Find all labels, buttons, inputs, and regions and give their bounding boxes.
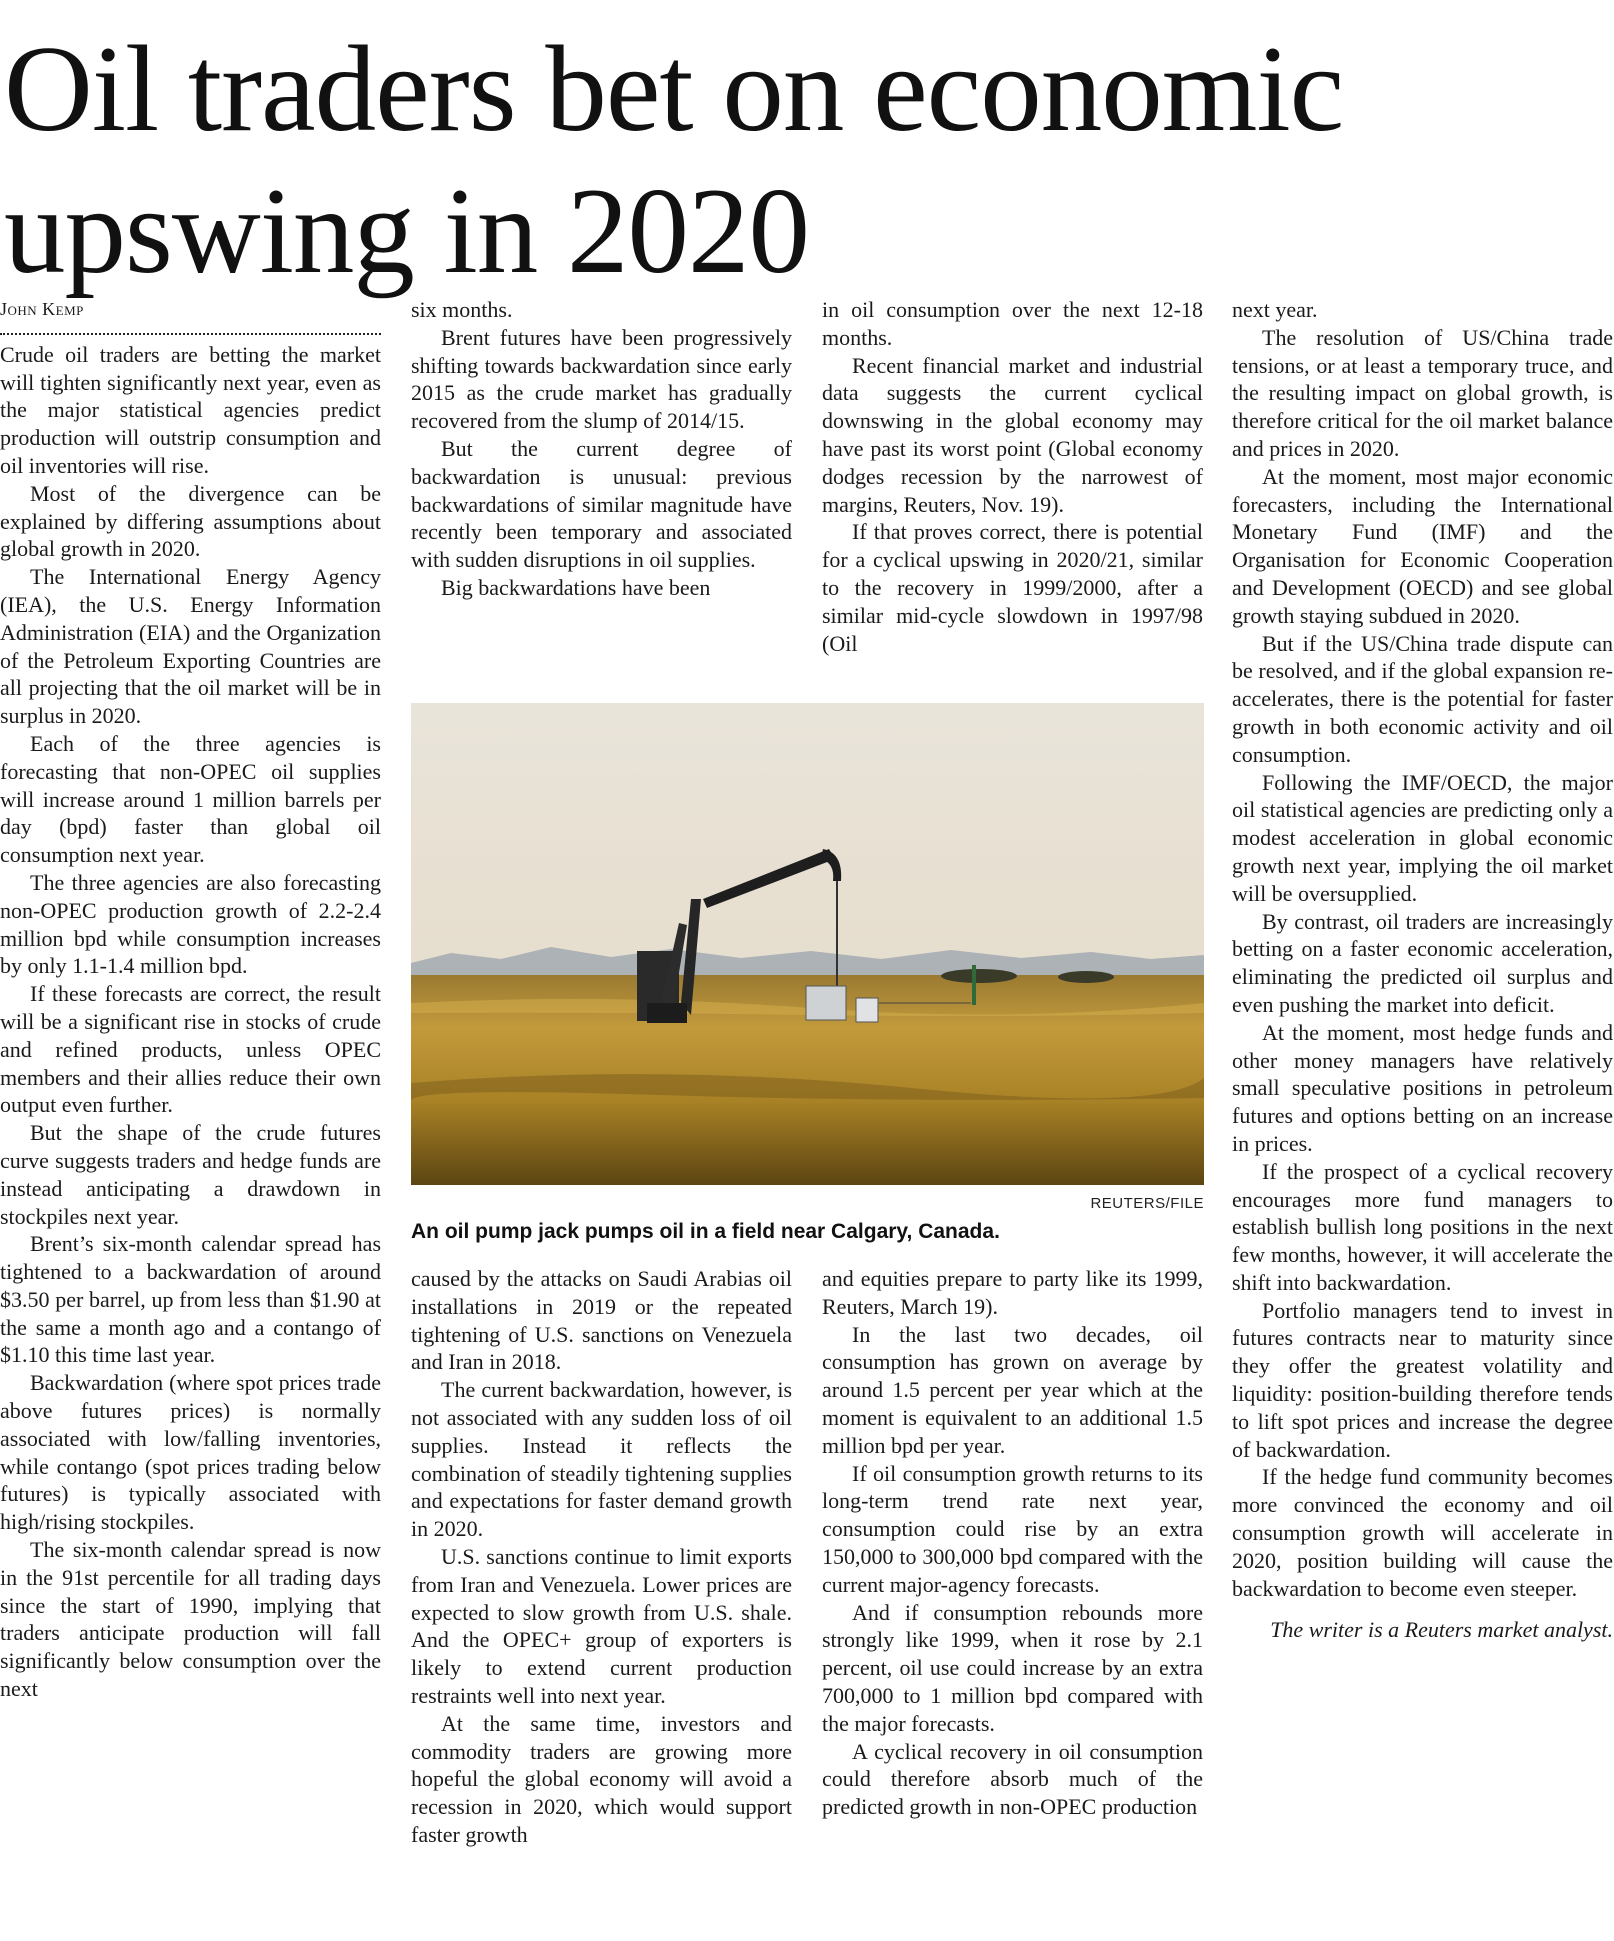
article-paragraph: At the moment, most hedge funds and other money managers have relatively small speculative positions in petroleum futures and options betting on an increase in prices. [1232,1019,1613,1156]
article-paragraph: Backwardation (where spot prices trade above futures prices) is normally associated with low/falling inventories, while contango (spot prices trading below futures) is typically associated with high/rising stockpiles. [0,1370,381,1535]
article-paragraph: The current backwardation, however, is not associated with any sudden loss of oil supplies. Instead it reflects the combination of steadily tightening supplies and expectations for faster demand growth in 2020. [411,1377,792,1542]
article-paragraph: And if consumption rebounds more strongly like 1999, when it rose by 2.1 percent, oil use could increase by an extra 700,000 to 1 million bpd compared with the major forecasts. [822,1599,1203,1736]
article-paragraph: Following the IMF/OECD, the major oil statistical agencies are predicting only a modest acceleration in global economic growth next year, implying the oil market will be oversupplied. [1232,769,1613,906]
article-paragraph: Big backwardations have been [441,574,711,600]
writer-note: The writer is a Reuters market analyst. [1270,1617,1613,1643]
article-paragraph: Recent financial market and industrial data suggests the current cyclical downswing in the global economy may have past its worst point (Global economy dodges recession by the narrowest of margins, Reuters, Nov. 19). [822,352,1203,517]
byline-divider [0,324,381,335]
article-column-3-top [822,296,1203,657]
article-column-4 [1232,296,1613,1644]
article-paragraph: Portfolio managers tend to invest in futures contracts near to maturity since they offer the greatest volatility and liquidity: position-building therefore tends to lift spot prices and increase the degree of backwardation. [1232,1297,1613,1462]
photo-credit: REUTERS/FILE [1090,1195,1204,1212]
article-column-1 [0,296,381,1703]
byline: John Kemp [0,299,84,319]
pump-jack-photo [411,703,1204,1185]
article-paragraph: Crude oil traders are betting the market will tighten significantly next year, even as the major statistical agencies predict production will outstrip consumption and oil inventories will rise. [0,341,381,478]
article-paragraph: If these forecasts are correct, the result will be a significant rise in stocks of crude and refined products, unless OPEC members and their allies reduce their own output even further. [0,981,381,1118]
headline: Oil traders bet on economic upswing in 2020 [4,20,1344,299]
article-paragraph: In the last two decades, oil consumption has grown on average by around 1.5 percent per year which at the moment is equivalent to an additional 1.5 million bpd per year. [822,1321,1203,1458]
photo-caption: An oil pump jack pumps oil in a field near Calgary, Canada. [411,1220,1000,1243]
article-paragraph: The three agencies are also forecasting non-OPEC production growth of 2.2-2.4 million bpd while consumption increases by only 1.1-1.4 million bpd. [0,869,381,979]
article-paragraph: six months. [411,297,513,322]
article-paragraph: But the shape of the crude futures curve suggests traders and hedge funds are instead anticipating a drawdown in stockpiles next year. [0,1120,381,1229]
article-paragraph: The six-month calendar spread is now in the 91st percentile for all trading days since the start of 1990, implying that traders anticipate production will fall significantly below consumption over the next [0,1537,381,1702]
article-paragraph: and equities prepare to party like its 1999, Reuters, March 19). [822,1266,1203,1319]
article-paragraph: If the prospect of a cyclical recovery encourages more fund managers to establish bullish long positions in the next few months, however, it will accelerate the shift into backwardation. [1232,1158,1613,1295]
article-paragraph: By contrast, oil traders are increasingly betting on a faster economic acceleration, eliminating the predicted oil surplus and even pushing the market into deficit. [1232,908,1613,1017]
article-paragraph: At the moment, most major economic forecasters, including the International Monetary Fund (IMF) and the Organisation for Economic Cooperation and Development (OECD) and see global growth staying subdued in 2020. [1232,463,1613,628]
article-paragraph: If the hedge fund community becomes more convinced the economy and oil consumption growth will accelerate in 2020, position building will cause the backwardation to become even steeper. [1232,1464,1613,1601]
article-paragraph: If oil consumption growth returns to its long-term trend rate next year, consumption could rise by an extra 150,000 to 300,000 bpd compared with the current major-agency forecasts. [822,1460,1203,1597]
article-paragraph: Brent’s six-month calendar spread has tightened to a backwardation of around $3.50 per barrel, up from less than $1.90 at the same a month ago and a contango of $1.10 this time last year. [0,1231,381,1368]
article-paragraph: The International Energy Agency (IEA), the U.S. Energy Information Administration (EIA) and the Organization of the Petroleum Exporting Countries are all projecting that the oil market will be in surplus in 2020. [0,564,381,729]
article-paragraph: caused by the attacks on Saudi Arabias oil installations in 2019 or the repeated tightening of U.S. sanctions on Venezuela and Iran in 2018. [411,1266,792,1375]
article-paragraph: in oil consumption over the next 12-18 months. [822,297,1203,350]
article-paragraph: Most of the divergence can be explained by differing assumptions about global growth in 2020. [0,480,381,562]
article-paragraph: The resolution of US/China trade tensions, or at least a temporary truce, and the resulting impact on global growth, is therefore critical for the oil market balance and prices in 2020. [1232,324,1613,461]
article-paragraph: But if the US/China trade dispute can be resolved, and if the global expansion re-accelerates, there is the potential for faster growth in both economic activity and oil consumption. [1232,630,1613,767]
article-paragraph: But the current degree of backwardation is unusual: previous backwardations of similar magnitude have recently been temporary and associated with sudden disruptions in oil supplies. [411,435,792,573]
article-column-3-bottom [822,1265,1203,1821]
article-column-2-bottom [411,1265,792,1849]
photo-block [411,703,1204,1244]
article-paragraph: At the same time, investors and commodity traders are growing more hopeful the global economy will avoid a recession in 2020, which would support faster growth [411,1710,792,1847]
article-paragraph: U.S. sanctions continue to limit exports from Iran and Venezuela. Lower prices are expected to slow growth from U.S. shale. And the OPEC+ group of exporters is likely to extend current production restraints well into next year. [411,1543,792,1708]
article-paragraph: A cyclical recovery in oil consumption could therefore absorb much of the predicted growth in non-OPEC production [822,1738,1203,1820]
article-paragraph: If that proves correct, there is potential for a cyclical upswing in 2020/21, similar to the recovery in 1999/2000, after a similar mid-cycle slowdown in 1997/98 (Oil [822,519,1203,656]
article-paragraph: Each of the three agencies is forecasting that non-OPEC oil supplies will increase around 1 million barrels per day (bpd) faster than global oil consumption next year. [0,730,381,868]
article-column-2-top [411,296,792,602]
article-paragraph: next year. [1232,297,1318,322]
article-paragraph: Brent futures have been progressively shifting towards backwardation since early 2015 as the crude market has gradually recovered from the slump of 2014/15. [411,324,792,434]
